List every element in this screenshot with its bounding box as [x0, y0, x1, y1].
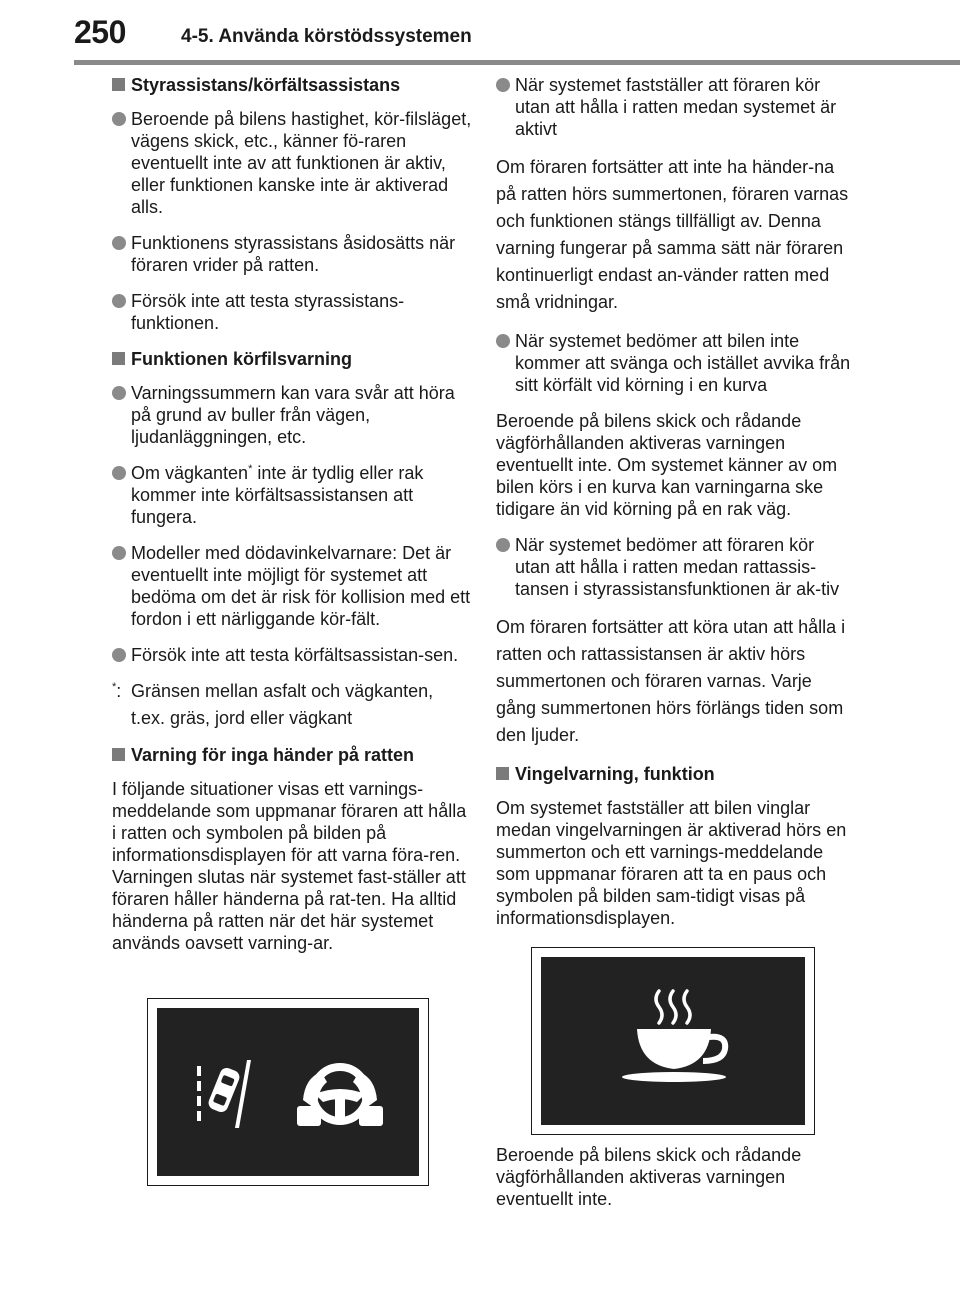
section-heading [496, 763, 852, 785]
bullet-item [112, 108, 472, 218]
display-screen [541, 957, 805, 1125]
bullet-text: När systemet fastställer att föraren kör utan att hålla i ratten medan systemet är aktivt [515, 75, 837, 139]
circle-bullet-icon [112, 648, 126, 662]
bullet-item [112, 644, 472, 666]
bullet-item [112, 462, 472, 528]
bullet-item [112, 290, 472, 334]
heading-text: Styrassistans/körfältsassistans [131, 75, 401, 95]
bullet-item [496, 74, 852, 140]
left-column [112, 74, 472, 968]
bullet-text: Funktionens styrassistans åsidosätts när föraren vrider på ratten. [131, 233, 456, 275]
footnote-reference: * [248, 463, 253, 475]
bullet-item [112, 382, 472, 448]
section-title: 4-5. Använda körstödssystemen [181, 26, 472, 47]
footnote [112, 678, 472, 732]
header-rule [74, 60, 960, 65]
hands-on-wheel-icon [297, 1067, 383, 1126]
square-bullet-icon [496, 767, 509, 780]
circle-bullet-icon [112, 236, 126, 250]
circle-bullet-icon [112, 466, 126, 480]
section-heading [112, 744, 472, 766]
circle-bullet-icon [112, 386, 126, 400]
page-number: 250 [74, 14, 126, 50]
bullet-text-end: inte är tydlig eller rak kommer inte körfältsassistansen att fungera. [131, 463, 424, 527]
circle-bullet-icon [112, 112, 126, 126]
circle-bullet-icon [496, 78, 510, 92]
display-graphic [157, 1008, 419, 1176]
heading-text: Vingelvarning, funktion [515, 764, 715, 784]
hands-off-warning-figure [147, 998, 429, 1186]
drowsiness-warning-figure [531, 947, 815, 1135]
bullet-text: Modeller med dödavinkelvarnare: Det är eventuellt inte möjligt för systemet att bedöma om det är risk för kollision med ett fordon i ett närliggande kör-fält. [131, 543, 471, 629]
paragraph: I följande situationer visas ett varnings-meddelande som uppmanar föraren att hålla i ratten och symbolen på bilden på informationsdisplayen för att varna föra-ren. Varningen slutas när systemet fast-ställer att föraren håller händerna på rat-ten. Ha alltid händerna på ratten när det här systemet används oavsett varning-ar. [112, 779, 467, 953]
paragraph: Om föraren fortsätter att köra utan att hålla i ratten och rattassistansen är aktiv hörs summertonen och föraren varnas. Varje gång summertonen hörs förlängs tiden som den ljuder. [496, 617, 846, 745]
steam-icon [656, 991, 690, 1023]
heading-text: Funktionen körfilsvarning [131, 349, 353, 369]
bullet-item [112, 542, 472, 630]
bullet-item [112, 232, 472, 276]
page-header [0, 0, 960, 70]
square-bullet-icon [112, 78, 125, 91]
bullet-text: Beroende på bilens hastighet, kör-filsläget, vägens skick, etc., känner fö-raren eventuellt inte av att funktionen är aktiv, eller funktionen kanske inte är aktiverad alls. [131, 109, 472, 217]
bullet-text-start: Om vägkanten [131, 463, 249, 483]
display-screen [157, 1008, 419, 1176]
footnote-colon: : [116, 681, 122, 701]
circle-bullet-icon [496, 538, 510, 552]
circle-bullet-icon [496, 334, 510, 348]
footnote-text: Gränsen mellan asfalt och vägkanten, t.ex. gräs, jord eller vägkant [131, 681, 434, 728]
footnote-mark [112, 678, 121, 705]
square-bullet-icon [112, 352, 125, 365]
bullet-text [131, 463, 423, 527]
circle-bullet-icon [112, 546, 126, 560]
bullet-text: När systemet bedömer att föraren kör utan att hålla i ratten medan rattassis-tansen i styrassistansfunktionen är ak-tiv [515, 535, 840, 599]
lane-departure-icon [197, 1060, 251, 1128]
caption-block [496, 1144, 852, 1224]
paragraph: Om systemet fastställer att bilen vinglar medan vingelvarningen är aktiverad hörs en summerton och ett varnings-meddelande som uppmanar föraren att ta en paus och symbolen på bilden sam-tidigt visas på informationsdisplayen. [496, 798, 847, 928]
section-heading [112, 348, 472, 370]
bullet-item [496, 330, 852, 396]
paragraph: Om föraren fortsätter att inte ha händer-na på ratten hörs summertonen, föraren varnas och funktionen stängs tillfälligt av. Denna varning fungerar på samma sätt när föraren kontinuerligt endast an-vänder ratten med små vridningar. [496, 157, 849, 312]
paragraph: Beroende på bilens skick och rådande vägförhållanden aktiveras varningen eventuellt inte. [496, 1145, 802, 1209]
display-graphic [541, 957, 805, 1125]
bullet-text: Försök inte att testa körfältsassistan-sen. [131, 645, 459, 665]
right-column [496, 74, 852, 943]
circle-bullet-icon [112, 294, 126, 308]
coffee-cup-icon [622, 991, 726, 1082]
section-heading [112, 74, 472, 96]
bullet-text: Varningssummern kan vara svår att höra på grund av buller från vägen, ljudanläggningen, etc. [131, 383, 455, 447]
footnote-asterisk: * [112, 681, 117, 693]
bullet-item [496, 534, 852, 600]
paragraph: Beroende på bilens skick och rådande vägförhållanden aktiveras varningen eventuellt inte. Om systemet känner av om bilen körs i en kurva kan varningarna ske tidigare än vid körning på en rak väg. [496, 411, 838, 519]
heading-text: Varning för inga händer på ratten [131, 745, 415, 765]
bullet-text: När systemet bedömer att bilen inte kommer att svänga och istället avvika från sitt körfält vid körning i en kurva [515, 331, 851, 395]
square-bullet-icon [112, 748, 125, 761]
bullet-text: Försök inte att testa styrassistans-funktionen. [131, 291, 405, 333]
